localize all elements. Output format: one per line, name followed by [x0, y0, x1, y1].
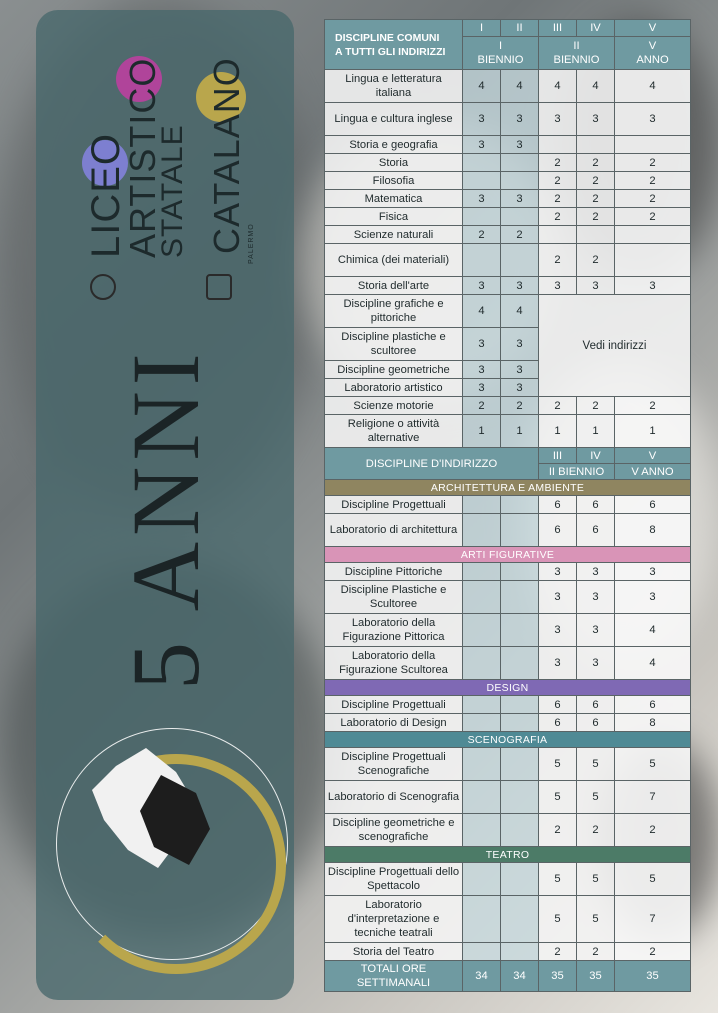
- value-cell: 1: [501, 415, 539, 448]
- year-header: III: [539, 448, 577, 464]
- value-cell: 6: [577, 696, 615, 714]
- table-row: [325, 714, 691, 732]
- value-cell: [501, 714, 539, 732]
- subject-header-line2: A TUTTI GLI INDIRIZZI: [335, 45, 446, 58]
- value-cell: 6: [577, 714, 615, 732]
- value-cell: [463, 896, 501, 943]
- value-cell: 2: [577, 943, 615, 961]
- value-cell: [463, 154, 501, 172]
- value-cell: 2: [615, 208, 691, 226]
- section-row: [325, 547, 691, 563]
- year-header: IV: [577, 20, 615, 37]
- value-cell: 2: [539, 814, 577, 847]
- value-cell: 6: [539, 496, 577, 514]
- value-cell: 4: [501, 295, 539, 328]
- value-cell: [463, 496, 501, 514]
- value-cell: 2: [539, 244, 577, 277]
- value-cell: 1: [539, 415, 577, 448]
- value-cell: [463, 172, 501, 190]
- value-cell: [501, 614, 539, 647]
- table-row: [325, 415, 691, 448]
- value-cell: [463, 714, 501, 732]
- value-cell: [463, 614, 501, 647]
- city-emblem-icon: [206, 274, 232, 300]
- value-cell: 2: [539, 154, 577, 172]
- value-cell: 7: [615, 781, 691, 814]
- value-cell: 5: [577, 896, 615, 943]
- subject-cell: Discipline plastiche e scultoree: [325, 328, 463, 361]
- table-row: [325, 154, 691, 172]
- subject-cell: Discipline Progettuali dello Spettacolo: [325, 863, 463, 896]
- value-cell: [501, 943, 539, 961]
- value-cell: [463, 748, 501, 781]
- indirizzo-header: DISCIPLINE D'INDIRIZZO: [325, 448, 539, 480]
- value-cell: 2: [577, 244, 615, 277]
- table-row: [325, 814, 691, 847]
- section-row: [325, 847, 691, 863]
- value-cell: 3: [463, 328, 501, 361]
- subject-cell: Laboratorio artistico: [325, 379, 463, 397]
- value-cell: [501, 172, 539, 190]
- table-row: [325, 397, 691, 415]
- value-cell: [501, 563, 539, 581]
- table-row: [325, 896, 691, 943]
- value-cell: 2: [539, 208, 577, 226]
- value-cell: [539, 136, 577, 154]
- subject-cell: Scienze motorie: [325, 397, 463, 415]
- value-cell: 4: [615, 614, 691, 647]
- value-cell: 3: [501, 277, 539, 295]
- value-cell: 3: [577, 103, 615, 136]
- section-title: DESIGN: [325, 680, 691, 696]
- value-cell: 3: [577, 614, 615, 647]
- value-cell: 3: [577, 563, 615, 581]
- curriculum-table-wrap: [324, 19, 690, 992]
- value-cell: 2: [539, 172, 577, 190]
- value-cell: [501, 647, 539, 680]
- table-row: [325, 514, 691, 547]
- section-title: ARTI FIGURATIVE: [325, 547, 691, 563]
- value-cell: [501, 748, 539, 781]
- subject-cell: Scienze naturali: [325, 226, 463, 244]
- value-cell: 2: [463, 226, 501, 244]
- value-cell: 3: [615, 563, 691, 581]
- period-header: II BIENNIO: [539, 464, 615, 480]
- subject-cell: Storia: [325, 154, 463, 172]
- table-row: [325, 277, 691, 295]
- value-cell: [463, 647, 501, 680]
- subject-cell: Discipline geometriche: [325, 361, 463, 379]
- value-cell: [615, 244, 691, 277]
- table-row: [325, 70, 691, 103]
- subject-cell: Chimica (dei materiali): [325, 244, 463, 277]
- table-row: [325, 208, 691, 226]
- value-cell: 8: [615, 514, 691, 547]
- value-cell: [501, 208, 539, 226]
- section-title: ARCHITETTURA E AMBIENTE: [325, 480, 691, 496]
- value-cell: 5: [539, 896, 577, 943]
- subject-cell: Discipline Plastiche e Scultoree: [325, 581, 463, 614]
- value-cell: 3: [577, 581, 615, 614]
- logo-city: PALERMO: [248, 223, 255, 264]
- value-cell: 3: [501, 103, 539, 136]
- value-cell: 1: [615, 415, 691, 448]
- value-cell: [539, 226, 577, 244]
- subject-cell: Discipline Progettuali: [325, 696, 463, 714]
- subject-cell: Laboratorio di Scenografia: [325, 781, 463, 814]
- value-cell: [501, 581, 539, 614]
- value-cell: [463, 244, 501, 277]
- totals-label: TOTALI ORE SETTIMANALI: [325, 961, 463, 992]
- logo-artistico: ARTISTICO: [122, 57, 163, 258]
- value-cell: 1: [463, 415, 501, 448]
- table-row: [325, 647, 691, 680]
- table-row: [325, 496, 691, 514]
- subject-cell: Discipline Pittoriche: [325, 563, 463, 581]
- value-cell: 6: [615, 496, 691, 514]
- logo-statale: STATALE: [156, 124, 189, 258]
- value-cell: [501, 896, 539, 943]
- value-cell: 4: [501, 70, 539, 103]
- subject-cell: Laboratorio della Figurazione Scultorea: [325, 647, 463, 680]
- value-cell: 3: [501, 136, 539, 154]
- value-cell: 5: [615, 863, 691, 896]
- value-cell: 4: [539, 70, 577, 103]
- value-cell: [463, 581, 501, 614]
- table-row: [325, 226, 691, 244]
- table-row: [325, 172, 691, 190]
- subject-cell: Laboratorio di architettura: [325, 514, 463, 547]
- value-cell: [463, 514, 501, 547]
- value-cell: 2: [615, 154, 691, 172]
- subject-cell: Discipline grafiche e pittoriche: [325, 295, 463, 328]
- value-cell: 2: [463, 397, 501, 415]
- value-cell: 3: [501, 361, 539, 379]
- table-row: [325, 190, 691, 208]
- value-cell: 2: [615, 190, 691, 208]
- totals-value: 34: [501, 961, 539, 992]
- value-cell: 2: [577, 208, 615, 226]
- subject-cell: Religione o attività alternative: [325, 415, 463, 448]
- table-row: [325, 863, 691, 896]
- value-cell: [577, 226, 615, 244]
- value-cell: 2: [615, 172, 691, 190]
- table-row: [325, 748, 691, 781]
- period-header: [539, 37, 615, 70]
- subject-cell: Matematica: [325, 190, 463, 208]
- value-cell: 2: [577, 172, 615, 190]
- period-name: BIENNIO: [553, 54, 600, 66]
- subject-cell: Storia dell'arte: [325, 277, 463, 295]
- value-cell: 3: [539, 103, 577, 136]
- year-header: IV: [577, 448, 615, 464]
- table-row: [325, 943, 691, 961]
- section-title: TEATRO: [325, 847, 691, 863]
- value-cell: [463, 208, 501, 226]
- value-cell: 6: [539, 696, 577, 714]
- value-cell: 5: [539, 863, 577, 896]
- subject-cell: Fisica: [325, 208, 463, 226]
- value-cell: 3: [539, 563, 577, 581]
- value-cell: 3: [615, 103, 691, 136]
- value-cell: 5: [539, 748, 577, 781]
- republic-emblem-icon: [90, 274, 116, 300]
- value-cell: 2: [539, 943, 577, 961]
- period-name: BIENNIO: [477, 54, 524, 66]
- period-roman: I: [498, 40, 503, 52]
- value-cell: [615, 226, 691, 244]
- value-cell: 8: [615, 714, 691, 732]
- section-row: [325, 732, 691, 748]
- value-cell: [463, 563, 501, 581]
- value-cell: 5: [577, 781, 615, 814]
- value-cell: 5: [539, 781, 577, 814]
- vedi-indirizzi-cell: Vedi indirizzi: [539, 295, 691, 397]
- year-header: V: [615, 20, 691, 37]
- subject-cell: Storia del Teatro: [325, 943, 463, 961]
- logo-liceo: LICEO: [84, 132, 128, 258]
- totals-value: 35: [615, 961, 691, 992]
- value-cell: [501, 496, 539, 514]
- value-cell: 1: [577, 415, 615, 448]
- value-cell: 3: [463, 103, 501, 136]
- period-header: [615, 37, 691, 70]
- period-header: V ANNO: [615, 464, 691, 480]
- value-cell: 2: [615, 814, 691, 847]
- value-cell: 2: [615, 397, 691, 415]
- totals-value: 34: [463, 961, 501, 992]
- table-row: [325, 781, 691, 814]
- subject-cell: Discipline geometriche e scenografiche: [325, 814, 463, 847]
- duration-title: 5 ANNI: [112, 347, 219, 690]
- subject-cell: Lingua e cultura inglese: [325, 103, 463, 136]
- value-cell: [501, 781, 539, 814]
- value-cell: 6: [539, 714, 577, 732]
- value-cell: 6: [615, 696, 691, 714]
- value-cell: 2: [577, 814, 615, 847]
- value-cell: 2: [539, 397, 577, 415]
- value-cell: [501, 863, 539, 896]
- table-row: [325, 563, 691, 581]
- subject-cell: Lingua e letteratura italiana: [325, 70, 463, 103]
- subject-header: [325, 20, 463, 70]
- value-cell: 5: [577, 863, 615, 896]
- subject-cell: Laboratorio d'interpretazione e tecniche teatrali: [325, 896, 463, 943]
- value-cell: 4: [577, 70, 615, 103]
- value-cell: 3: [615, 581, 691, 614]
- value-cell: [463, 781, 501, 814]
- subject-cell: Discipline Progettuali Scenografiche: [325, 748, 463, 781]
- value-cell: [501, 514, 539, 547]
- table-row: [325, 103, 691, 136]
- period-roman: V: [648, 40, 657, 52]
- subject-cell: Filosofia: [325, 172, 463, 190]
- year-header: V: [615, 448, 691, 464]
- totals-value: 35: [539, 961, 577, 992]
- value-cell: [501, 696, 539, 714]
- value-cell: 3: [577, 277, 615, 295]
- value-cell: 2: [501, 397, 539, 415]
- year-header: I: [463, 20, 501, 37]
- table-row: [325, 136, 691, 154]
- value-cell: 4: [615, 647, 691, 680]
- table-row: [325, 295, 691, 328]
- value-cell: 3: [501, 379, 539, 397]
- value-cell: [501, 244, 539, 277]
- value-cell: 3: [577, 647, 615, 680]
- value-cell: 3: [463, 379, 501, 397]
- subject-header-line1: DISCIPLINE COMUNI: [335, 31, 440, 44]
- section-title: SCENOGRAFIA: [325, 732, 691, 748]
- period-roman: II: [573, 40, 580, 52]
- value-cell: 3: [615, 277, 691, 295]
- subject-cell: Laboratorio di Design: [325, 714, 463, 732]
- subject-cell: Storia e geografia: [325, 136, 463, 154]
- value-cell: [463, 814, 501, 847]
- table-row: [325, 696, 691, 714]
- value-cell: 5: [577, 748, 615, 781]
- value-cell: [463, 863, 501, 896]
- value-cell: 3: [539, 647, 577, 680]
- value-cell: 6: [577, 514, 615, 547]
- totals-row: [325, 961, 691, 992]
- logo-catalano: CATALANO: [206, 57, 247, 254]
- value-cell: 4: [615, 70, 691, 103]
- table-row: [325, 581, 691, 614]
- value-cell: [577, 136, 615, 154]
- subject-cell: Discipline Progettuali: [325, 496, 463, 514]
- value-cell: 3: [463, 136, 501, 154]
- value-cell: 5: [615, 748, 691, 781]
- value-cell: 4: [463, 70, 501, 103]
- value-cell: 3: [463, 190, 501, 208]
- value-cell: [463, 696, 501, 714]
- period-name: ANNO: [636, 54, 669, 66]
- year-header: II: [501, 20, 539, 37]
- table-row: [325, 614, 691, 647]
- period-header: [463, 37, 539, 70]
- value-cell: 3: [539, 581, 577, 614]
- value-cell: [501, 154, 539, 172]
- value-cell: 7: [615, 896, 691, 943]
- value-cell: 3: [463, 277, 501, 295]
- value-cell: 3: [463, 361, 501, 379]
- value-cell: [463, 943, 501, 961]
- value-cell: 4: [463, 295, 501, 328]
- section-row: [325, 480, 691, 496]
- totals-value: 35: [577, 961, 615, 992]
- section-row: [325, 680, 691, 696]
- year-header: III: [539, 20, 577, 37]
- table-row: [325, 244, 691, 277]
- value-cell: 3: [539, 277, 577, 295]
- value-cell: 3: [501, 190, 539, 208]
- value-cell: 2: [577, 154, 615, 172]
- subject-cell: Laboratorio della Figurazione Pittorica: [325, 614, 463, 647]
- value-cell: 2: [539, 190, 577, 208]
- value-cell: 3: [501, 328, 539, 361]
- value-cell: 2: [577, 397, 615, 415]
- value-cell: 6: [577, 496, 615, 514]
- header-row-years: [325, 20, 691, 37]
- value-cell: 6: [539, 514, 577, 547]
- value-cell: 2: [501, 226, 539, 244]
- value-cell: [615, 136, 691, 154]
- value-cell: [501, 814, 539, 847]
- curriculum-table: [324, 19, 691, 992]
- value-cell: 2: [577, 190, 615, 208]
- value-cell: 2: [615, 943, 691, 961]
- indirizzo-header-row: [325, 448, 691, 464]
- value-cell: 3: [539, 614, 577, 647]
